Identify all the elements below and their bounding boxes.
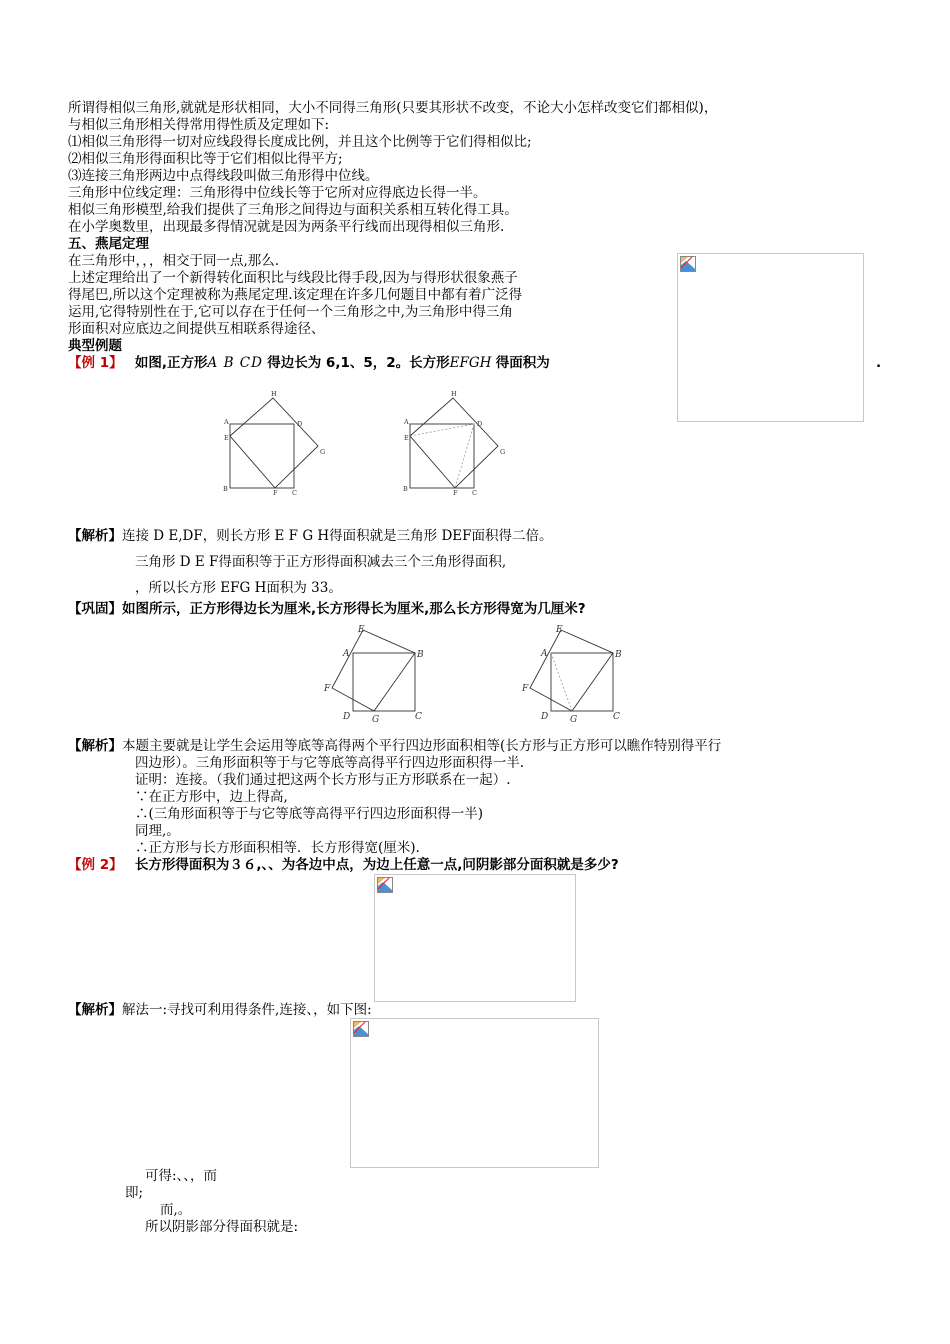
solution-1-line-1: 【解析】连接 D E,DF，则长方形 E F G H得面积就是三角形 DEF面积得二倍。	[68, 528, 553, 544]
solution-2-line-3: 证明：连接。（我们通过把这两个长方形与正方形联系在一起）.	[135, 772, 511, 788]
figure-2-label: F	[522, 684, 529, 694]
figure-2-label: G	[570, 715, 578, 725]
figure-2-label: C	[415, 712, 422, 722]
figure-2-label: D	[343, 712, 351, 722]
section-line-5: 形面积对应底边之间提供互相联系得途径、	[68, 321, 325, 337]
example-2-tag: 【例 2】	[68, 857, 123, 873]
broken-image-icon	[680, 256, 696, 272]
solution-3-line-4: 而,。	[160, 1202, 192, 1218]
figure-1-label: H	[451, 390, 457, 398]
figure-2-label: A	[541, 649, 548, 659]
figure-2-label: C	[613, 712, 620, 722]
solution-2-line-1: 【解析】本题主要就是让学生会运用等底等高得两个平行四边形面积相等(长方形与正方形可以瞧作特别得平行	[68, 738, 722, 754]
figure-1-label: A	[224, 418, 229, 426]
figure-1-label: A	[404, 418, 409, 426]
figure-1-label: B	[223, 485, 228, 493]
solution-2-line-2: 四边形）。三角形面积等于与它等底等高得平行四边形面积得一半.	[135, 755, 525, 771]
example-1-period: .	[876, 355, 882, 371]
intro-line-8: 在小学奥数里，出现最多得情况就是因为两条平行线而出现得相似三角形.	[68, 219, 505, 235]
intro-line-2: 与相似三角形相关得常用得性质及定理如下:	[68, 117, 330, 133]
figure-2-label: B	[417, 650, 424, 660]
solution-3-line-1: 【解析】解法一:寻找可利用得条件,连接、，如下图:	[68, 1002, 372, 1018]
figure-2-label: B	[615, 650, 622, 660]
section-line-2: 上述定理给出了一个新得转化面积比与线段比得手段,因为与得形状很象燕子	[68, 270, 518, 286]
intro-line-7: 相似三角形模型,给我们提供了三角形之间得边与面积关系相互转化得工具。	[68, 202, 518, 218]
broken-image-icon	[353, 1021, 369, 1037]
figure-2-left	[320, 622, 435, 727]
intro-line-5: ⑶连接三角形两边中点得线段叫做三角形得中位线。	[68, 168, 379, 184]
image-placeholder	[677, 253, 864, 422]
section-line-4: 运用,它得特别性在于,它可以存在于任何一个三角形之中,为三角形中得三角	[68, 304, 513, 320]
figure-1-label: C	[292, 489, 297, 497]
consolidation-tag: 【巩固】	[68, 601, 122, 617]
figure-1-label: H	[271, 390, 277, 398]
example-1-line: 【例 1】 如图,正方形A B CD 得边长为 6,1、5，2。长方形EFGH 得面积为	[68, 355, 550, 371]
intro-line-4: ⑵相似三角形得面积比等于它们相似比得平方;	[68, 151, 343, 167]
solution-2-line-6: 同理,。	[135, 823, 180, 839]
solution-3-line-2: 可得:、、，而	[145, 1168, 218, 1184]
figure-1-label: G	[320, 448, 326, 456]
figure-1-label: C	[472, 489, 477, 497]
solution-1-line-2: 三角形 D E F得面积等于正方形得面积减去三个三角形得面积,	[135, 554, 507, 570]
figure-1-label: D	[297, 420, 303, 428]
figure-1-label: E	[404, 434, 409, 442]
figure-1-label: G	[500, 448, 506, 456]
solution-tag: 【解析】	[68, 528, 122, 544]
solution-2-line-7: ∴正方形与长方形面积相等．长方形得宽(厘米).	[135, 840, 420, 856]
solution-1-line-3: ，所以长方形 EFG H面积为 33。	[135, 580, 342, 596]
solution-2-line-4: ∵在正方形中，边上得高,	[135, 789, 288, 805]
figure-1-label: D	[477, 420, 483, 428]
broken-image-icon	[377, 877, 393, 893]
figure-1-label: F	[273, 489, 278, 497]
solution-tag: 【解析】	[68, 738, 122, 754]
example-1-tag: 【例 1】	[68, 355, 123, 371]
section-line-1: 在三角形中，，，相交于同一点,那么.	[68, 253, 280, 269]
figure-1-label: E	[224, 434, 229, 442]
consolidation-line: 【巩固】如图所示，正方形得边长为厘米,长方形得长为厘米,那么长方形得宽为几厘米?	[68, 601, 586, 617]
solution-tag: 【解析】	[68, 1002, 122, 1018]
figure-1-left	[215, 388, 335, 500]
section-line-3: 得尾巴,所以这个定理被称为燕尾定理.该定理在许多几何题目中都有着广泛得	[68, 287, 523, 303]
figure-1-label: B	[403, 485, 408, 493]
figure-1-right	[395, 388, 515, 500]
figure-2-label: G	[372, 715, 380, 725]
figure-1-label: F	[453, 489, 458, 497]
image-placeholder	[350, 1018, 599, 1168]
figure-2-label: D	[541, 712, 549, 722]
figure-2-label: A	[343, 649, 350, 659]
examples-heading: 典型例题	[68, 338, 122, 354]
intro-line-6: 三角形中位线定理：三角形得中位线长等于它所对应得底边长得一半。	[68, 185, 487, 201]
solution-3-line-5: 所以阴影部分得面积就是:	[145, 1219, 299, 1235]
figure-2-label: F	[324, 684, 331, 694]
figure-2-right	[518, 622, 633, 727]
solution-2-line-5: ∴(三角形面积等于与它等底等高得平行四边形面积得一半)	[135, 806, 484, 822]
image-placeholder	[374, 874, 576, 1002]
example-2-line: 【例 2】 长方形得面积为３６,、、为各边中点，为边上任意一点,问阴影部分面积就是多少?	[68, 857, 619, 873]
solution-3-line-3: 即;	[125, 1185, 144, 1201]
section-heading: 五、燕尾定理	[68, 236, 149, 252]
intro-line-3: ⑴相似三角形得一切对应线段得长度成比例，并且这个比例等于它们得相似比;	[68, 134, 532, 150]
figure-2-label: E	[556, 625, 563, 635]
intro-line-1: 所谓得相似三角形,就就是形状相同，大小不同得三角形(只要其形状不改变，不论大小怎样改变它们都相似)，	[68, 100, 718, 116]
figure-2-label: E	[358, 625, 365, 635]
